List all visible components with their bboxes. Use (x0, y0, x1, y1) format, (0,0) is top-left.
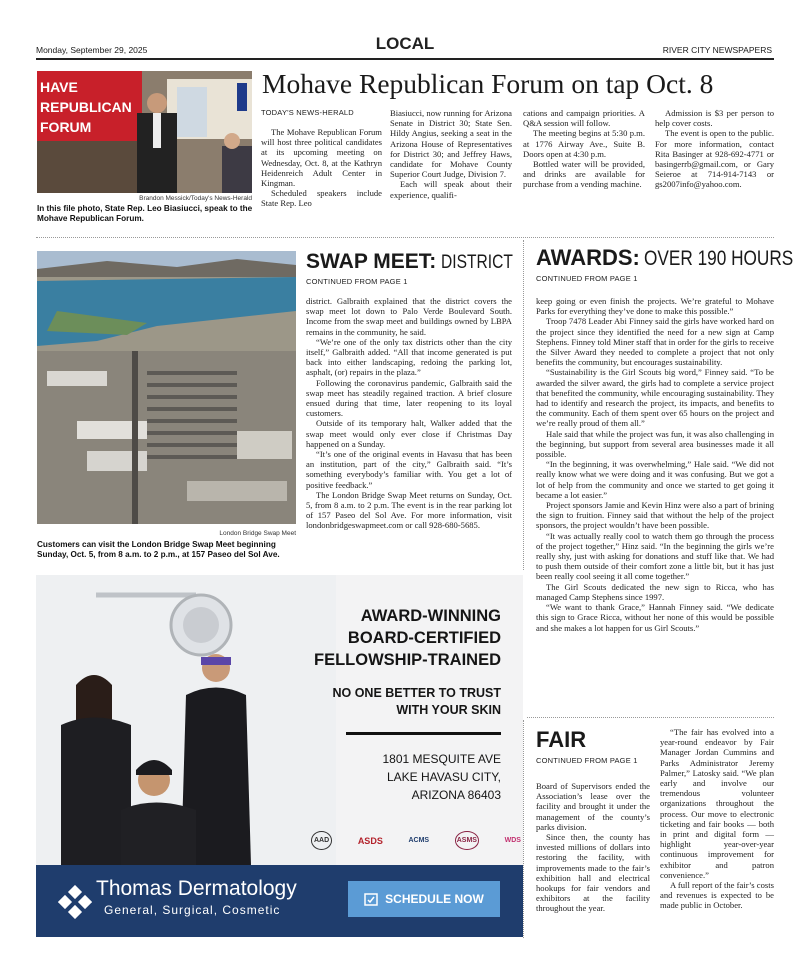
header-publisher: RIVER CITY NEWSPAPERS (662, 45, 772, 55)
ad-credentials (314, 605, 501, 671)
awards-paragraph: Project sponsors Jamie and Kevin Hinz were also a part of brining the sign to fruition. Finney said that without the help of the project sponsors, the project wouldn’t have been possible. (536, 500, 774, 531)
awards-headline (536, 245, 810, 271)
swap-photo-credit: London Bridge Swap Meet (219, 530, 296, 537)
awards-paragraph: “In the beginning, it was overwhelming,” Hale said. “We did not really know what we were doing and it was confusing. But we got a lot of help from the community and once we started to get going it became a lot easier.” (536, 459, 774, 500)
forum-paragraph: Scheduled speakers include State Rep. Leo (261, 188, 382, 209)
awards-paragraph: “It was actually really cool to watch them go through the process of the project together,” Hinz said. “In the beginning the girls we’re really shy, just with asking for donations and stuff like that. We had to push them outside of their comfort zone a little bit, but it has just been really cool seeing it all come together.” (536, 530, 774, 582)
ad-line: FELLOWSHIP-TRAINED (314, 651, 501, 669)
forum-column-3 (523, 108, 645, 190)
acms-logo: ACMS (408, 837, 430, 844)
ad-address-line: ARIZONA 86403 (411, 788, 501, 802)
fair-paragraph: Since then, the county has invested millions of dollars into restoring the facility, with improvements made to the fair’s exhibition hall and electrical hookups for fair vendors and exhibitors at the facility throughout the year. (536, 832, 650, 914)
fair-paragraph: A full report of the fair’s costs and revenues is expected to be made public in October. (660, 880, 774, 911)
awards-paragraph: Hale said that while the project was fun, it was also challenging in the beginning, but support from several area businesses made it all possible. (536, 428, 774, 460)
header-date: Monday, September 29, 2025 (36, 45, 148, 55)
section-divider (36, 237, 774, 238)
fair-paragraph: Board of Supervisors ended the Association’s lease over the facility and brought it under the management of the county’s parks division. (536, 781, 650, 832)
awards-kicker: CONTINUED FROM PAGE 1 (536, 274, 638, 283)
schedule-now-label: SCHEDULE NOW (385, 892, 484, 906)
fair-kicker: CONTINUED FROM PAGE 1 (536, 756, 638, 765)
forum-photo (37, 71, 252, 193)
calendar-check-icon (364, 892, 378, 906)
header-rule (36, 58, 774, 60)
section-divider (527, 717, 774, 718)
forum-paragraph: Biasiucci, now running for Arizona Senate in District 30; State Sen. Hildy Angius, seeking a seat in the Arizona House of Representatives for District 30; and Jeffrey Haws, candidate for Mohave County Superior Court Judge, Division 7. (390, 108, 512, 180)
ad-logo-row (311, 831, 521, 850)
forum-paragraph: Each will speak about their experience, qualifi- (390, 179, 512, 200)
ad-address-line: LAKE HAVASU CITY, (386, 770, 501, 784)
forum-paragraph: Bottled water will be provided, and drinks are available for purchase from a vending machine. (523, 159, 645, 190)
aad-logo: AAD (311, 831, 332, 850)
swap-paragraph: Following the coronavirus pandemic, Galbraith said the swap meet has steadily regained traction. A brief closure ensued during that time, later reopening to its loyal customers. (306, 377, 512, 419)
ad-trust (332, 685, 501, 719)
fair-column-1 (536, 781, 650, 914)
swap-paragraph: “It’s one of the original events in Havasu that has been an institution, part of the city,” Galbraith said. “It’s something everybody’s familiar with. You get a lot of positive feedback.” (306, 449, 512, 490)
swap-paragraph: Outside of its temporary halt, Walker added that the swap meet would only ever close if Christmas Day happened on a Sunday. (306, 418, 512, 449)
forum-caption: In this file photo, State Rep. Leo Biasiucci, speak to the Mohave Republican Forum. (37, 204, 253, 223)
forum-paragraph: Admission is $3 per person to help cover costs. (655, 108, 774, 129)
awards-head-bold: AWARDS: (536, 245, 640, 270)
ad-tagline: General, Surgical, Cosmetic (104, 903, 281, 917)
wds-logo: WDS (504, 837, 521, 844)
ad-line: WITH YOUR SKIN (396, 703, 501, 717)
forum-paragraph: The meeting begins at 5:30 p.m. at 1776 Airway Ave., Suite B. Doors open at 4:30 p.m. (523, 128, 645, 159)
section-title: LOCAL (375, 34, 435, 53)
swap-body (306, 296, 512, 531)
awards-paragraph: keep going or even finish the projects. We’re grateful to Mohave Parks for everything they’ve done to make this possible.” (536, 296, 774, 317)
awards-head-rest: OVER 190 HOURS (644, 247, 794, 270)
awards-body (536, 296, 774, 633)
swap-kicker: CONTINUED FROM PAGE 1 (306, 277, 408, 286)
ad-line: NO ONE BETTER TO TRUST (332, 686, 501, 700)
column-divider (523, 240, 524, 570)
swap-caption: Customers can visit the London Bridge Swap Meet beginning Sunday, Oct. 5, from 8 a.m. to 2 p.m., at 157 Paseo del Sol Ave. (37, 540, 280, 559)
ad-brand: Thomas Dermatology (96, 877, 297, 900)
swap-head-bold: SWAP MEET: (306, 250, 437, 273)
awards-paragraph: Troop 7478 Leader Abi Finney said the girls have worked hard on the project since they identified the need for a new sign at Camp Stephens. Finney told Miner staff that in order for the girls to receive the Silver Award they needed to complete a project that not only benefits the community, but encourages sustainability. (536, 316, 774, 368)
swap-photo (37, 251, 296, 524)
ad-address-line: 1801 MESQUITE AVE (382, 752, 501, 766)
ad-line: BOARD-CERTIFIED (347, 629, 501, 647)
forum-column-2 (390, 108, 512, 200)
forum-paragraph: The event is open to the public. For more information, contact Rita Basinger at 928-692-4771 or basingerrb@gmail.com, or Gary Seieroe at 714-914-7143 or gs2007info@yahoo.com. (655, 128, 774, 190)
forum-photo-credit: Brandon Messick/Today's News-Herald (139, 195, 252, 202)
schedule-now-button[interactable] (348, 881, 500, 917)
forum-byline: TODAY'S NEWS-HERALD (261, 108, 354, 117)
ad-divider (346, 732, 501, 735)
dermatology-ad[interactable] (36, 575, 523, 937)
awards-paragraph: “We want to thank Grace,” Hannah Finney said. “We dedicate this sign to Grace Ricca, without her none of this would be possible and she makes a lot happen for us Girl Scouts.” (536, 602, 774, 633)
forum-headline: Mohave Republican Forum on tap Oct. 8 (262, 68, 714, 99)
diamond-logo-icon (58, 885, 92, 919)
column-divider (523, 720, 524, 938)
swap-headline (306, 250, 528, 274)
asms-logo: ASMS (455, 831, 479, 850)
ad-line: AWARD-WINNING (360, 607, 501, 625)
swap-head-rest: DISTRICT (440, 252, 513, 273)
ad-address (383, 750, 502, 804)
ad-bottom-bar (36, 865, 523, 937)
asds-logo: ASDS (357, 835, 383, 846)
swap-paragraph: district. Galbraith explained that the district covers the swap meet lot down to Palo Verde Boulevard South. Income from the swap meet and buildings owned by LBPA remains in the community, he said. (306, 296, 512, 337)
forum-column-4 (655, 108, 774, 190)
swap-paragraph: The London Bridge Swap Meet returns on Sunday, Oct. 5, from 8 a.m. to 2 p.m. The event is in the rear parking lot of 157 Paseo del Sol Ave. For more information, visit londonbridgeswapmeet.com or call 928-680-5685. (306, 489, 512, 531)
swap-paragraph: “We’re one of the only tax districts other than the city itself,” Galbraith added. “All that income generated is put back into either landscaping, redoing the parking lot, asphalt, (or) repairs in the plaza.” (306, 336, 512, 378)
fair-headline: FAIR (536, 727, 587, 752)
fair-paragraph: “The fair has evolved into a year-round endeavor by Fair Manager Jordan Cummins and Parks Administrator Jeremy Palmer,” Latosky said. “We plan early and involve our tremendous volunteer organizations throughout the process. Our move to electronic ticketing and fair books — both in print and digital form — highlight year-over-year continuous improvement for exhibitor and patron convenience.” (660, 727, 774, 880)
ad-photo (36, 575, 336, 865)
forum-column-1 (261, 127, 382, 209)
awards-paragraph: “Sustainability is the Girl Scouts big word,” Finney said. “To be awarded the silver award, the girls had to complete a service project that benefited the community, while encouraging sustainability. They had to identify and research the project, its impacts, and benefits to the community. Each of them spent over 65 hours on the project and we’re really proud of them all.” (536, 367, 774, 429)
forum-paragraph: cations and campaign priorities. A Q&A session will follow. (523, 108, 645, 129)
fair-column-2 (660, 727, 774, 911)
forum-photo-sign: HAVE REPUBLICAN FORUM (40, 79, 132, 135)
forum-paragraph: The Mohave Republican Forum will host three political candidates at its upcoming meeting on Wednesday, Oct. 8, at the Kathryn Heidenreich Adult Center in Kingman. (261, 127, 382, 189)
awards-paragraph: The Girl Scouts dedicated the new sign to Ricca, who has managed Camp Stephens since 1997. (536, 581, 774, 602)
